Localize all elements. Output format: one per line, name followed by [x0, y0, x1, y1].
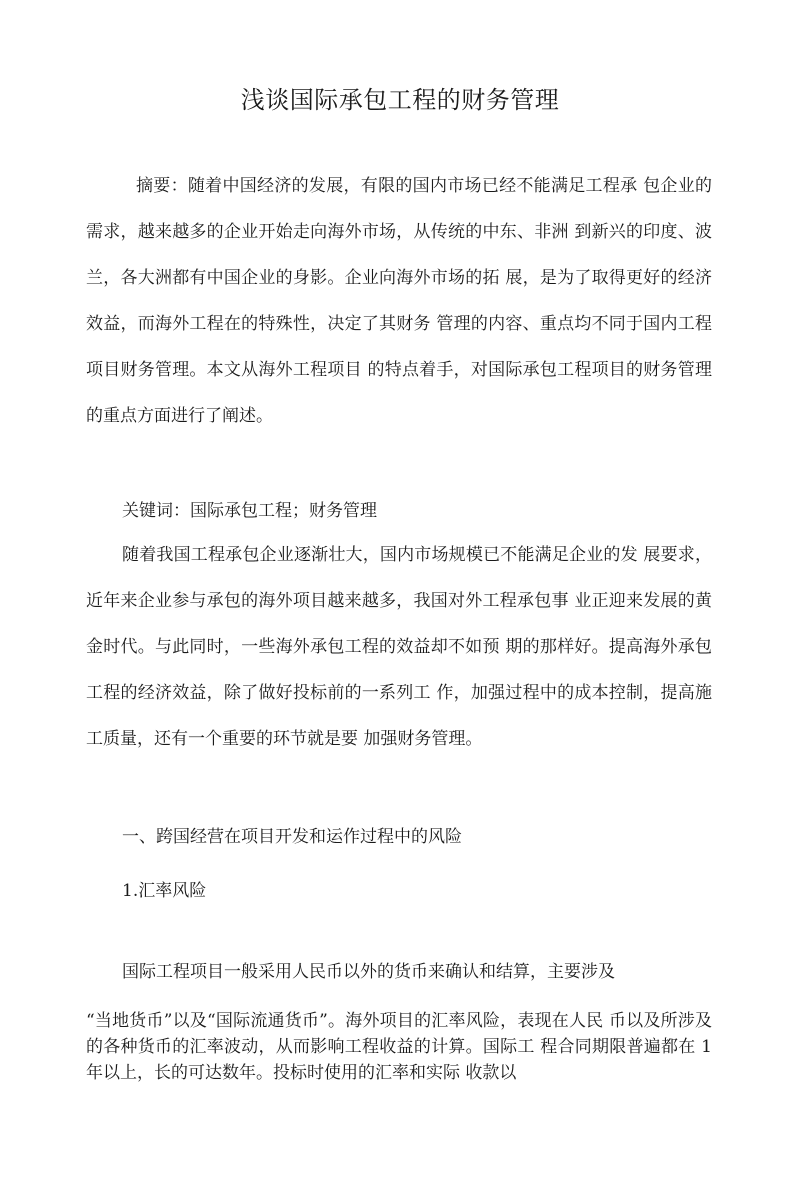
section-heading: 一、跨国经营在项目开发和运作过程中的风险 — [122, 827, 462, 847]
body-paragraph-continued: “当地货币”以及“国际流通货币”。海外项目的汇率风险，表现在人民 币以及所涉及的各种货币的汇率波动，从而影响工程收益的计算。国际工 程合同期限普遍都在 1 年以上，长的可达数年。投标时使用的汇率和实际 收款以 — [86, 1011, 712, 1083]
document-title: 浅谈国际承包工程的财务管理 — [240, 86, 560, 114]
body-paragraph: 随着我国工程承包企业逐渐壮大，国内市场规模已不能满足企业的发 展要求，近年来企业参与承包的海外项目越来越多，我国对外工程承包事 业正迎来发展的黄金时代。与此同时，一些海外承包工程的效益却不如预 期的那样好。提高海外承包工程的经济效益，除了做好投标前的一系列工 作，加强过程中的成本控制，提高施工质量，还有一个重要的环节就是要 加强财务管理。 — [86, 545, 712, 749]
abstract-paragraph: 摘要：随着中国经济的发展，有限的国内市场已经不能满足工程承 包企业的需求，越来越多的企业开始走向海外市场，从传统的中东、非洲 到新兴的印度、波兰，各大洲都有中国企业的身影。企业向海外市场的拓 展，是为了取得更好的经济效益，而海外工程在的特殊性，决定了其财务 管理的内容、重点均不同于国内工程项目财务管理。本文从海外工程项目 的特点着手，对国际承包工程项目的财务管理的重点方面进行了阐述。 — [86, 176, 712, 426]
keywords-line: 关键词：国际承包工程；财务管理 — [122, 501, 377, 521]
subsection-heading: 1.汇率风险 — [122, 881, 207, 901]
body-paragraph-first-line: 国际工程项目一般采用人民币以外的货币来确认和结算，主要涉及 — [122, 962, 615, 982]
